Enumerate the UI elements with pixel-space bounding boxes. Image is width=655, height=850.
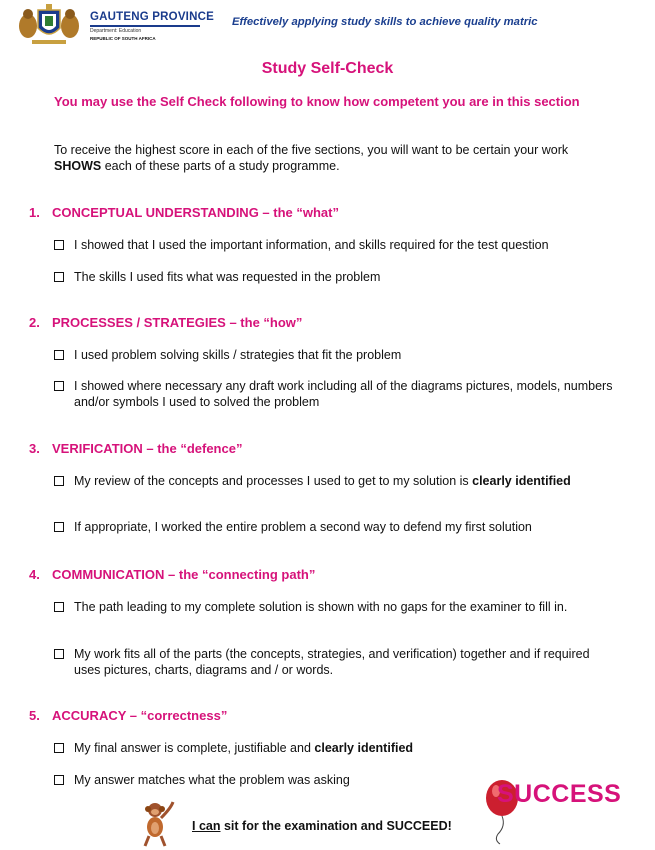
empty-checkbox-icon[interactable] (54, 775, 64, 785)
item-text: My review of the concepts and processes I used to get to my solution is (74, 474, 473, 488)
checklist-item (54, 237, 614, 253)
item-emphasis: clearly identified (314, 741, 414, 755)
section-title: VERIFICATION – the “defence” (52, 441, 243, 456)
checklist-item-text (74, 740, 614, 756)
section-heading-3 (29, 441, 242, 456)
checklist-item (54, 347, 614, 363)
checklist-item-text: I showed where necessary any draft work including all of the diagrams pictures, models, numbers and/or symbols I used to solved the problem (74, 379, 613, 409)
checklist-item-text: The path leading to my complete solution is shown with no gaps for the examiner to fill in. (74, 600, 568, 614)
empty-checkbox-icon[interactable] (54, 272, 64, 282)
empty-checkbox-icon[interactable] (54, 602, 64, 612)
success-logo: SUCCESS (497, 780, 622, 808)
section-heading-4 (29, 567, 315, 582)
section-title: CONCEPTUAL UNDERSTANDING – the “what” (52, 205, 339, 220)
empty-checkbox-icon[interactable] (54, 476, 64, 486)
empty-checkbox-icon[interactable] (54, 522, 64, 532)
checklist-item (54, 740, 614, 756)
empty-checkbox-icon[interactable] (54, 381, 64, 391)
section-number: 3. (29, 441, 40, 456)
section-number: 2. (29, 315, 40, 330)
checklist-item-text: My work fits all of the parts (the concepts, strategies, and verification) together and if required uses pictures, charts, diagrams and / or words. (74, 647, 590, 677)
footer-statement (192, 819, 452, 833)
section-title: ACCURACY – “correctness” (52, 708, 228, 723)
empty-checkbox-icon[interactable] (54, 350, 64, 360)
section-number: 5. (29, 708, 40, 723)
section-heading-5 (29, 708, 227, 723)
checklist-item-text: If appropriate, I worked the entire problem a second way to defend my first solution (74, 520, 532, 534)
footer-text: sit for the examination and SUCCEED! (220, 819, 452, 833)
section-number: 4. (29, 567, 40, 582)
province-rule (90, 25, 200, 27)
page-header (0, 0, 655, 50)
checklist-item (54, 473, 614, 489)
checklist-item-text: My answer matches what the problem was asking (74, 773, 350, 787)
checklist-item-text: I used problem solving skills / strategies that fit the problem (74, 348, 402, 362)
checklist-item (54, 646, 614, 678)
checklist-item (54, 599, 614, 615)
empty-checkbox-icon[interactable] (54, 240, 64, 250)
checklist-item-text: The skills I used fits what was requested in the problem (74, 270, 381, 284)
footer-underlined: I can (192, 819, 221, 833)
section-title: PROCESSES / STRATEGIES – the “how” (52, 315, 303, 330)
coat-of-arms-icon (16, 2, 82, 46)
page-title: Study Self-Check (261, 60, 394, 77)
empty-checkbox-icon[interactable] (54, 743, 64, 753)
province-name: GAUTENG PROVINCE (90, 11, 214, 23)
section-number: 1. (29, 205, 40, 220)
intro-text-part1: To receive the highest score in each of the five sections, you will want to be certain your work (54, 143, 569, 157)
checklist-item (54, 269, 614, 285)
country-name: REPUBLIC OF SOUTH AFRICA (90, 36, 156, 41)
section-heading-1 (29, 205, 339, 220)
empty-checkbox-icon[interactable] (54, 649, 64, 659)
monkey-mascot-icon (135, 800, 177, 848)
department-name: Department: Education (90, 28, 142, 34)
header-tagline: Effectively applying study skills to achieve quality matric (232, 16, 538, 28)
checklist-item (54, 519, 614, 535)
item-text: My final answer is complete, justifiable and (74, 741, 315, 755)
checklist-item (54, 378, 614, 410)
section-title: COMMUNICATION – the “connecting path” (52, 567, 316, 582)
checklist-item-text: I showed that I used the important information, and skills required for the test question (74, 238, 549, 252)
intro-instruction: You may use the Self Check following to know how competent you are in this section (54, 94, 580, 109)
intro-emphasis: SHOWS (54, 159, 102, 173)
checklist-item-text (74, 473, 614, 489)
intro-paragraph (54, 142, 604, 174)
item-emphasis: clearly identified (472, 474, 571, 488)
intro-text-part2: each of these parts of a study programme. (101, 159, 340, 173)
section-heading-2 (29, 315, 302, 330)
